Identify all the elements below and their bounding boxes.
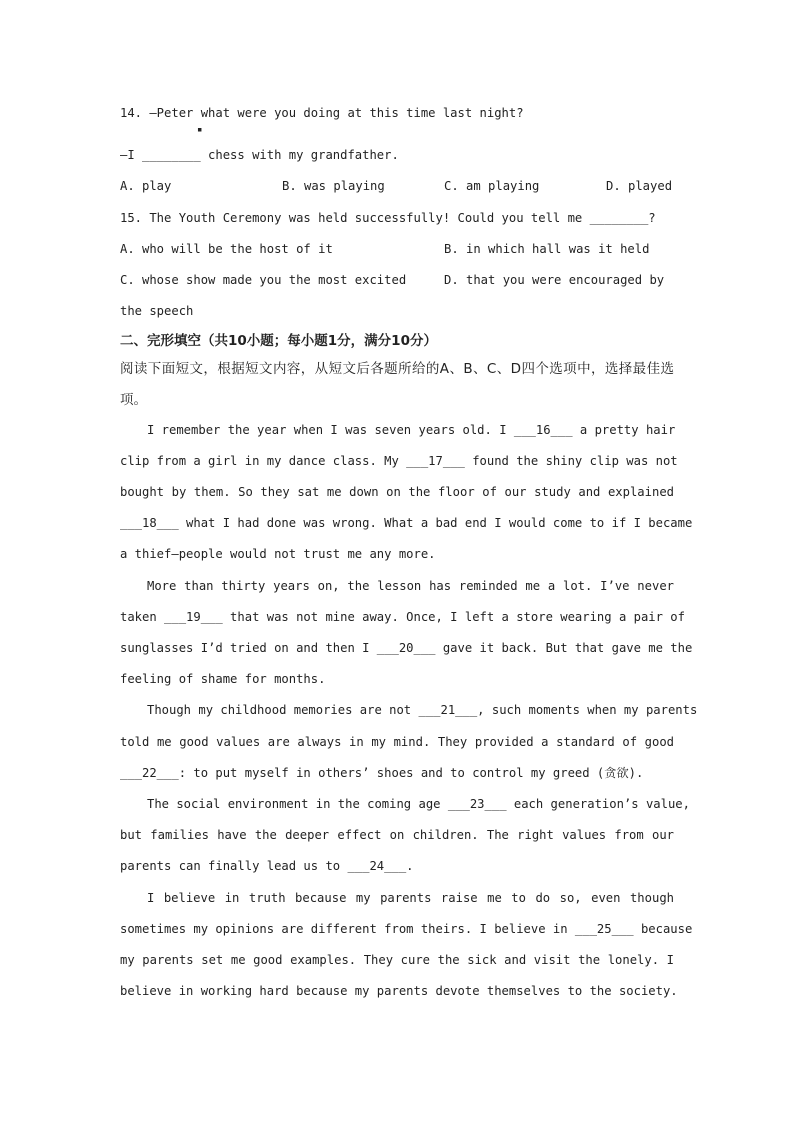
passage-p4-line-1: The social environment in the coming age ___23___ each generation’s value, (147, 797, 690, 811)
q15-option-a[interactable]: A. who will be the host of it (120, 242, 333, 256)
q15-stem: 15. The Youth Ceremony was held successfully! Could you tell me ________? (120, 211, 656, 225)
passage-p4-line-2: but families have the deeper effect on children. The right values from our (120, 828, 674, 842)
passage-p1-line-5: a thief—people would not trust me any more. (120, 547, 436, 561)
stray-mark: ▪ (197, 125, 203, 135)
passage-p3-line-2: told me good values are always in my mind. They provided a standard of good (120, 735, 674, 749)
passage-p3-line-3: ___22___: to put myself in others’ shoes and to control my greed (贪欲). (120, 766, 644, 780)
q15-option-d-continued: the speech (120, 304, 194, 318)
passage-p5-line-1: I believe in truth because my parents raise me to do so, even though (147, 891, 674, 905)
q15-option-c[interactable]: C. whose show made you the most excited (120, 273, 407, 287)
passage-p5-line-4: believe in working hard because my parents devote themselves to the society. (120, 984, 678, 998)
passage-p3-line-1: Though my childhood memories are not ___21___, such moments when my parents (147, 703, 698, 717)
passage-p1-line-1: I remember the year when I was seven years old. I ___16___ a pretty hair (147, 423, 676, 437)
q14-option-c[interactable]: C. am playing (444, 179, 540, 193)
passage-p5-line-2: sometimes my opinions are different from theirs. I believe in ___25___ because (120, 922, 693, 936)
passage-p2-line-3: sunglasses I’d tried on and then I ___20___ gave it back. But that gave me the (120, 641, 693, 655)
passage-p4-line-3: parents can finally lead us to ___24___. (120, 859, 414, 873)
passage-p1-line-4: ___18___ what I had done was wrong. What a bad end I would come to if I became (120, 516, 693, 530)
passage-p5-line-3: my parents set me good examples. They cure the sick and visit the lonely. I (120, 953, 674, 967)
q14-option-a[interactable]: A. play (120, 179, 172, 193)
q15-option-b[interactable]: B. in which hall was it held (444, 242, 650, 256)
passage-p1-line-2: clip from a girl in my dance class. My ___17___ found the shiny clip was not (120, 454, 678, 468)
q14-option-d[interactable]: D. played (606, 179, 673, 193)
passage-p1-line-3: bought by them. So they sat me down on the floor of our study and explained (120, 485, 674, 499)
passage-p2-line-2: taken ___19___ that was not mine away. Once, I left a store wearing a pair of (120, 610, 685, 624)
q14-stem: 14. —Peter what were you doing at this time last night? (120, 106, 524, 120)
passage-p2-line-4: feeling of shame for months. (120, 672, 326, 686)
section-instruction-line-2: 项。 (120, 392, 147, 408)
passage-p2-line-1: More than thirty years on, the lesson has reminded me a lot. I’ve never (147, 579, 674, 593)
q14-reply: —I ________ chess with my grandfather. (120, 148, 399, 162)
q14-option-b[interactable]: B. was playing (282, 179, 385, 193)
section-instruction-line-1: 阅读下面短文，根据短文内容，从短文后各题所给的A、B、C、D四个选项中，选择最佳选 (120, 361, 674, 377)
section-heading: 二、完形填空（共10小题；每小题1分，满分10分） (120, 333, 437, 349)
q15-option-d[interactable]: D. that you were encouraged by (444, 273, 665, 287)
